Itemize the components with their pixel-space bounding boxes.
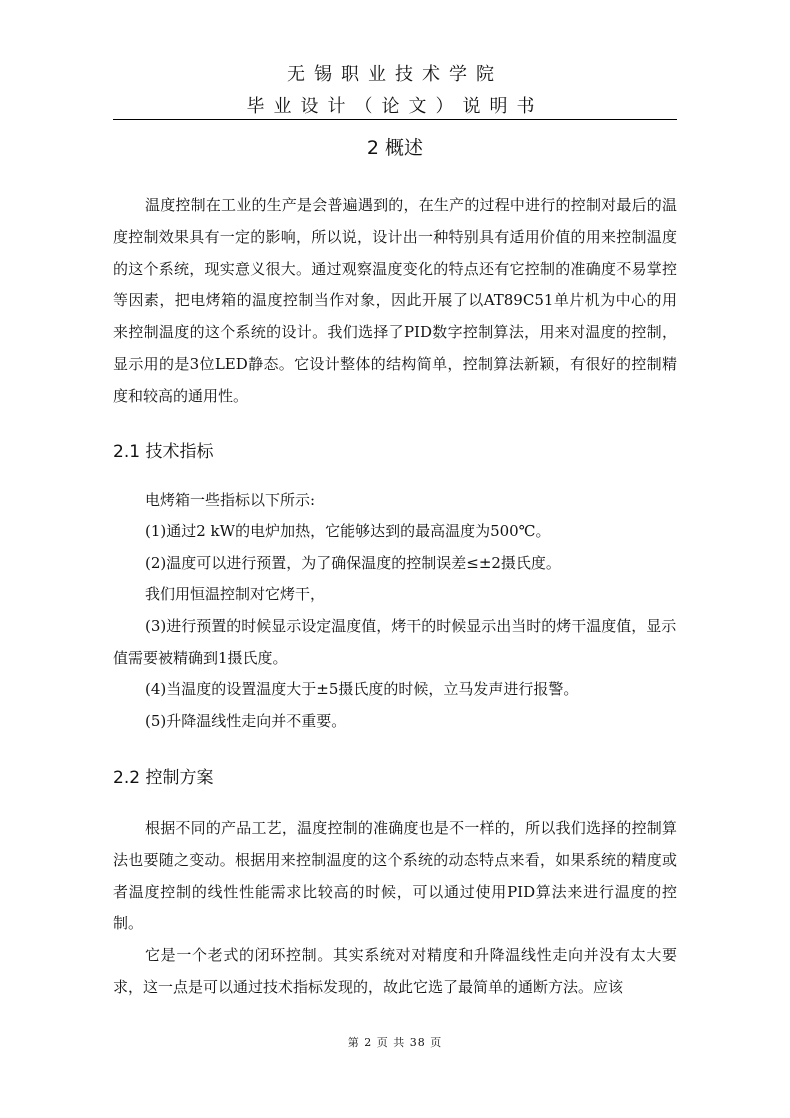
spec-line: (2)温度可以进行预置，为了确保温度的控制误差≤±2摄氏度。	[145, 554, 561, 572]
page-footer: 第 2 页 共 38 页	[347, 1036, 443, 1049]
body-paragraph: 它是一个老式的闭环控制。其实系统对对精度和升降温线性走向并没有太大要求，这一点是可以通过技术指标发现的，故此它选了最简单的通断方法。应该	[113, 946, 677, 996]
spec-line: 我们用恒温控制对它烤干，	[145, 585, 326, 603]
chapter-title: 2 概述	[366, 137, 424, 159]
spec-line: (3)进行预置的时候显示设定温度值，烤干的时候显示出当时的烤干温度值，显示值需要被精确到1摄氏度。	[113, 617, 677, 667]
spec-line: (5)升降温线性走向并不重要。	[145, 712, 347, 730]
document-type-header: 毕业设计（论文）说明书	[246, 96, 544, 117]
intro-paragraph: 温度控制在工业的生产是会普遍遇到的，在生产的过程中进行的控制对最后的温度控制效果具有一定的影响，所以说，设计出一种特别具有适用价值的用来控制温度的这个系统，现实意义很大。通过观察温度变化的特点还有它控制的准确度不易掌控等因素，把电烤箱的温度控制当作对象，因此开展了以AT89C51单片机为中心的用来控制温度的这个系统的设计。我们选择了PID数字控制算法，用来对温度的控制，显示用的是3位LED静态。它设计整体的结构简单，控制算法新颖，有很好的控制精度和较高的通用性。	[113, 196, 677, 405]
body-paragraph: 根据不同的产品工艺，温度控制的准确度也是不一样的，所以我们选择的控制算法也要随之变动。根据用来控制温度的这个系统的动态特点来看，如果系统的精度或者温度控制的线性性能需求比较高的时候，可以通过使用PID算法来进行温度的控制。	[113, 819, 677, 933]
spec-line: (1)通过2 kW的电炉加热，它能够达到的最高温度为500℃。	[145, 522, 551, 540]
spec-line: (4)当温度的设置温度大于±5摄氏度的时候，立马发声进行报警。	[145, 680, 579, 698]
section-title-2-1: 2.1 技术指标	[113, 442, 214, 462]
header-divider	[113, 119, 677, 120]
school-name-header: 无锡职业技术学院	[287, 64, 503, 85]
spec-line: 电烤箱一些指标以下所示:	[145, 491, 316, 509]
section-title-2-2: 2.2 控制方案	[113, 768, 214, 788]
